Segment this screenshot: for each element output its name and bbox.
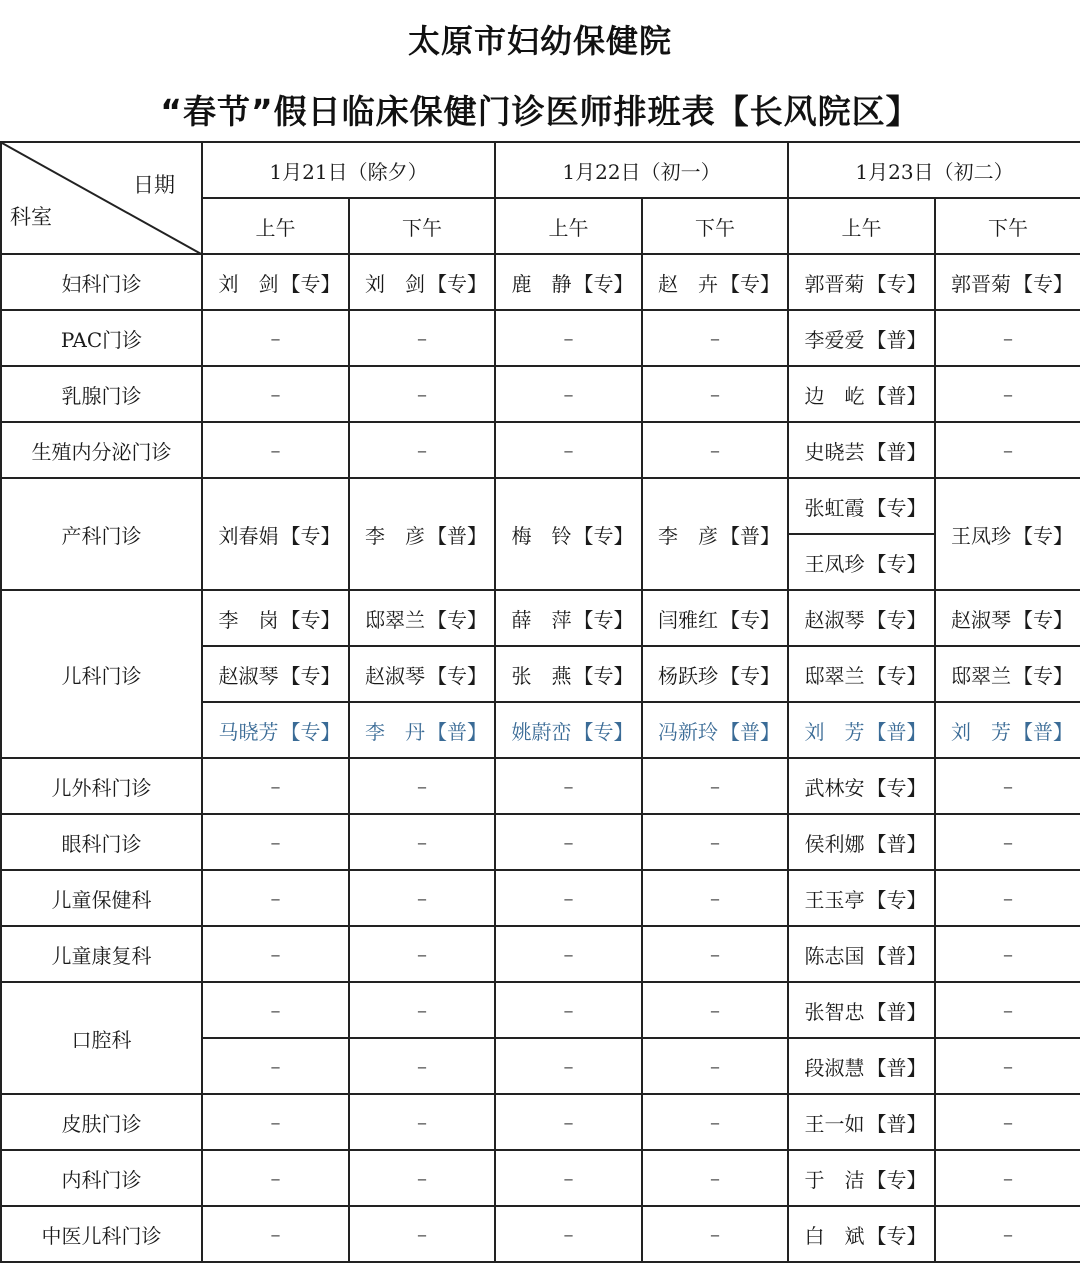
doctor-cell xyxy=(788,1150,935,1206)
doctor-level: 【专】 xyxy=(280,523,341,548)
empty-cell: – xyxy=(935,982,1080,1038)
empty-cell: – xyxy=(202,870,349,926)
dept-axis-label: 科室 xyxy=(10,205,52,229)
dept-name: 内科门诊 xyxy=(1,1150,202,1206)
doctor-level: 【专】 xyxy=(866,607,927,632)
doctor-name: 李 岗 xyxy=(218,607,279,632)
half-day-header: 下午 xyxy=(935,198,1080,254)
doctor-name: 王玉亭 xyxy=(804,887,865,912)
dept-name: 妇科门诊 xyxy=(1,254,202,310)
empty-cell: – xyxy=(202,926,349,982)
doctor-cell xyxy=(788,1094,935,1150)
empty-cell: – xyxy=(642,982,788,1038)
doctor-name: 赵淑琴 xyxy=(804,607,865,632)
empty-cell: – xyxy=(495,310,642,366)
doctor-name: 梅 铃 xyxy=(511,523,572,548)
doctor-level: 【专】 xyxy=(280,663,341,688)
doctor-level: 【专】 xyxy=(280,271,341,296)
empty-cell: – xyxy=(349,870,495,926)
doctor-level: 【专】 xyxy=(427,271,487,296)
doctor-name: 李 彦 xyxy=(658,523,718,548)
doctor-level: 【专】 xyxy=(573,719,634,744)
doctor-cell xyxy=(495,646,642,702)
doctor-cell xyxy=(788,814,935,870)
table-row xyxy=(1,870,1080,926)
empty-cell: – xyxy=(349,758,495,814)
dept-name: 眼科门诊 xyxy=(1,814,202,870)
empty-cell: – xyxy=(642,1094,788,1150)
empty-cell: – xyxy=(495,982,642,1038)
doctor-level: 【专】 xyxy=(427,663,487,688)
doctor-name: 王凤珍 xyxy=(804,551,865,576)
empty-cell: – xyxy=(642,366,788,422)
date-header: 1月21日（除夕） xyxy=(202,142,495,198)
doctor-name: 郭晋菊 xyxy=(951,271,1011,296)
doctor-level: 【普】 xyxy=(720,523,780,548)
empty-cell: – xyxy=(349,814,495,870)
dept-name: PAC门诊 xyxy=(1,310,202,366)
doctor-name: 邸翠兰 xyxy=(804,663,865,688)
empty-cell: – xyxy=(935,422,1080,478)
dept-name: 产科门诊 xyxy=(1,478,202,590)
doctor-cell xyxy=(788,982,935,1038)
doctor-name: 邸翠兰 xyxy=(951,663,1011,688)
empty-cell: – xyxy=(202,814,349,870)
doctor-name: 张 燕 xyxy=(511,663,572,688)
doctor-level: 【普】 xyxy=(866,719,927,744)
doctor-name: 姚蔚峦 xyxy=(511,719,572,744)
empty-cell: – xyxy=(349,926,495,982)
doctor-cell xyxy=(202,478,349,590)
empty-cell: – xyxy=(495,1150,642,1206)
doctor-level: 【专】 xyxy=(1013,663,1073,688)
empty-cell: – xyxy=(935,926,1080,982)
empty-cell: – xyxy=(642,422,788,478)
schedule-title: “春节”假日临床保健门诊医师排班表【长风院区】 xyxy=(160,92,920,131)
doctor-name: 刘 芳 xyxy=(804,719,865,744)
doctor-name: 赵淑琴 xyxy=(951,607,1011,632)
doctor-level: 【专】 xyxy=(720,663,780,688)
doctor-level: 【普】 xyxy=(1013,719,1073,744)
doctor-cell xyxy=(935,478,1080,590)
doctor-name: 于 洁 xyxy=(804,1167,865,1192)
doctor-cell xyxy=(349,702,495,758)
doctor-cell xyxy=(788,758,935,814)
doctor-level: 【专】 xyxy=(280,607,341,632)
date-header: 1月22日（初一） xyxy=(495,142,788,198)
table-row xyxy=(1,758,1080,814)
dept-name: 乳腺门诊 xyxy=(1,366,202,422)
dept-name: 儿科门诊 xyxy=(1,590,202,758)
doctor-level: 【普】 xyxy=(866,1055,927,1080)
doctor-cell xyxy=(642,702,788,758)
empty-cell: – xyxy=(349,310,495,366)
date-axis-label: 日期 xyxy=(133,173,175,197)
doctor-cell xyxy=(788,590,935,646)
doctor-cell xyxy=(788,366,935,422)
doctor-level: 【普】 xyxy=(866,439,927,464)
dept-name: 口腔科 xyxy=(1,982,202,1094)
empty-cell: – xyxy=(202,1094,349,1150)
doctor-name: 史晓芸 xyxy=(804,439,865,464)
doctor-cell xyxy=(935,254,1080,310)
doctor-level: 【专】 xyxy=(573,271,634,296)
doctor-cell xyxy=(788,534,935,590)
doctor-name: 闫雅红 xyxy=(658,607,718,632)
doctor-name: 郭晋菊 xyxy=(804,271,865,296)
doctor-level: 【专】 xyxy=(280,719,341,744)
doctor-cell xyxy=(788,422,935,478)
half-day-header: 上午 xyxy=(202,198,349,254)
doctor-level: 【普】 xyxy=(866,999,927,1024)
half-day-header: 上午 xyxy=(495,198,642,254)
doctor-cell xyxy=(202,702,349,758)
empty-cell: – xyxy=(495,1094,642,1150)
doctor-name: 赵 卉 xyxy=(658,271,718,296)
doctor-name: 薛 萍 xyxy=(511,607,572,632)
doctor-level: 【专】 xyxy=(866,663,927,688)
doctor-cell xyxy=(349,590,495,646)
empty-cell: – xyxy=(495,814,642,870)
empty-cell: – xyxy=(349,422,495,478)
doctor-cell xyxy=(495,702,642,758)
doctor-name: 张智忠 xyxy=(804,999,865,1024)
doctor-cell xyxy=(788,478,935,534)
doctor-name: 杨跃珍 xyxy=(658,663,718,688)
empty-cell: – xyxy=(349,1206,495,1262)
doctor-level: 【专】 xyxy=(720,607,780,632)
doctor-name: 侯利娜 xyxy=(804,831,865,856)
empty-cell: – xyxy=(642,1206,788,1262)
doctor-cell xyxy=(788,926,935,982)
empty-cell: – xyxy=(202,1206,349,1262)
doctor-level: 【专】 xyxy=(866,1167,927,1192)
empty-cell: – xyxy=(495,1206,642,1262)
dept-name: 生殖内分泌门诊 xyxy=(1,422,202,478)
empty-cell: – xyxy=(495,758,642,814)
doctor-cell xyxy=(202,646,349,702)
dept-name: 儿童保健科 xyxy=(1,870,202,926)
empty-cell: – xyxy=(349,366,495,422)
doctor-level: 【专】 xyxy=(866,271,927,296)
doctor-cell xyxy=(935,590,1080,646)
doctor-name: 马晓芳 xyxy=(218,719,279,744)
doctor-cell xyxy=(202,254,349,310)
empty-cell: – xyxy=(495,1038,642,1094)
doctor-cell xyxy=(642,478,788,590)
doctor-cell xyxy=(788,702,935,758)
doctor-level: 【专】 xyxy=(866,495,927,520)
empty-cell: – xyxy=(202,310,349,366)
doctor-cell xyxy=(642,646,788,702)
doctor-cell xyxy=(642,254,788,310)
doctor-level: 【专】 xyxy=(866,551,927,576)
doctor-cell xyxy=(788,646,935,702)
doctor-name: 赵淑琴 xyxy=(218,663,279,688)
doctor-name: 冯新玲 xyxy=(658,719,718,744)
empty-cell: – xyxy=(495,870,642,926)
half-day-header: 下午 xyxy=(349,198,495,254)
doctor-name: 张虹霞 xyxy=(804,495,865,520)
doctor-name: 鹿 静 xyxy=(511,271,572,296)
table-row xyxy=(1,814,1080,870)
doctor-level: 【专】 xyxy=(720,271,780,296)
doctor-level: 【普】 xyxy=(866,1111,927,1136)
doctor-name: 王一如 xyxy=(804,1111,865,1136)
table-row xyxy=(1,982,1080,1038)
doctor-level: 【专】 xyxy=(427,607,487,632)
doctor-cell xyxy=(349,254,495,310)
empty-cell: – xyxy=(495,926,642,982)
doctor-name: 武林安 xyxy=(804,775,865,800)
doctor-name: 刘 芳 xyxy=(951,719,1011,744)
doctor-name: 刘 剑 xyxy=(365,271,425,296)
doctor-name: 边 屹 xyxy=(804,383,865,408)
empty-cell: – xyxy=(349,1038,495,1094)
doctor-level: 【专】 xyxy=(1013,271,1073,296)
empty-cell: – xyxy=(202,758,349,814)
corner-header xyxy=(1,142,202,254)
doctor-name: 李 丹 xyxy=(365,719,425,744)
empty-cell: – xyxy=(349,1150,495,1206)
doctor-cell xyxy=(788,870,935,926)
doctor-name: 邸翠兰 xyxy=(365,607,425,632)
doctor-cell xyxy=(788,1206,935,1262)
doctor-level: 【专】 xyxy=(1013,607,1073,632)
table-row xyxy=(1,422,1080,478)
doctor-name: 白 斌 xyxy=(804,1223,865,1248)
doctor-level: 【专】 xyxy=(866,1223,927,1248)
empty-cell: – xyxy=(349,982,495,1038)
doctor-cell xyxy=(788,1038,935,1094)
table-row xyxy=(1,1206,1080,1262)
doctor-level: 【普】 xyxy=(866,943,927,968)
doctor-cell xyxy=(349,478,495,590)
doctor-level: 【普】 xyxy=(720,719,780,744)
empty-cell: – xyxy=(935,310,1080,366)
doctor-level: 【普】 xyxy=(866,327,927,352)
dept-name: 儿童康复科 xyxy=(1,926,202,982)
half-day-header: 上午 xyxy=(788,198,935,254)
doctor-cell xyxy=(495,590,642,646)
doctor-cell xyxy=(935,646,1080,702)
doctor-cell xyxy=(202,590,349,646)
empty-cell: – xyxy=(202,366,349,422)
empty-cell: – xyxy=(935,814,1080,870)
dept-name: 儿外科门诊 xyxy=(1,758,202,814)
empty-cell: – xyxy=(642,814,788,870)
dept-name: 皮肤门诊 xyxy=(1,1094,202,1150)
schedule-table xyxy=(0,141,1080,1263)
empty-cell: – xyxy=(642,1038,788,1094)
doctor-name: 段淑慧 xyxy=(804,1055,865,1080)
doctor-level: 【专】 xyxy=(866,887,927,912)
doctor-level: 【普】 xyxy=(427,719,487,744)
table-row xyxy=(1,926,1080,982)
doctor-cell xyxy=(788,254,935,310)
doctor-name: 李爱爱 xyxy=(804,327,865,352)
header-row-dates xyxy=(1,142,1080,198)
doctor-name: 王凤珍 xyxy=(951,523,1011,548)
empty-cell: – xyxy=(935,1150,1080,1206)
doctor-level: 【专】 xyxy=(1013,523,1073,548)
empty-cell: – xyxy=(642,758,788,814)
doctor-cell xyxy=(935,702,1080,758)
dept-name: 中医儿科门诊 xyxy=(1,1206,202,1262)
table-row xyxy=(1,1094,1080,1150)
doctor-level: 【专】 xyxy=(866,775,927,800)
empty-cell: – xyxy=(349,1094,495,1150)
doctor-level: 【普】 xyxy=(866,831,927,856)
empty-cell: – xyxy=(935,1206,1080,1262)
doctor-level: 【专】 xyxy=(573,663,634,688)
empty-cell: – xyxy=(935,870,1080,926)
date-header: 1月23日（初二） xyxy=(788,142,1080,198)
doctor-name: 刘 剑 xyxy=(218,271,279,296)
doctor-level: 【专】 xyxy=(573,607,634,632)
table-row xyxy=(1,478,1080,534)
empty-cell: – xyxy=(935,366,1080,422)
hospital-title: 太原市妇幼保健院 xyxy=(407,22,672,60)
empty-cell: – xyxy=(202,1038,349,1094)
empty-cell: – xyxy=(642,870,788,926)
empty-cell: – xyxy=(642,926,788,982)
empty-cell: – xyxy=(935,1038,1080,1094)
empty-cell: – xyxy=(202,422,349,478)
empty-cell: – xyxy=(642,310,788,366)
empty-cell: – xyxy=(202,1150,349,1206)
doctor-level: 【普】 xyxy=(866,383,927,408)
doctor-name: 赵淑琴 xyxy=(365,663,425,688)
doctor-cell xyxy=(788,310,935,366)
doctor-level: 【专】 xyxy=(573,523,634,548)
doctor-cell xyxy=(642,590,788,646)
doctor-name: 李 彦 xyxy=(365,523,425,548)
table-row xyxy=(1,366,1080,422)
doctor-level: 【普】 xyxy=(427,523,487,548)
doctor-name: 刘春娟 xyxy=(218,523,279,548)
empty-cell: – xyxy=(935,1094,1080,1150)
doctor-cell xyxy=(495,254,642,310)
empty-cell: – xyxy=(642,1150,788,1206)
empty-cell: – xyxy=(495,422,642,478)
table-row xyxy=(1,1150,1080,1206)
table-row xyxy=(1,590,1080,646)
doctor-cell xyxy=(495,478,642,590)
empty-cell: – xyxy=(495,366,642,422)
doctor-name: 陈志国 xyxy=(804,943,865,968)
table-row xyxy=(1,254,1080,310)
table-row xyxy=(1,310,1080,366)
half-day-header: 下午 xyxy=(642,198,788,254)
empty-cell: – xyxy=(202,982,349,1038)
doctor-cell xyxy=(349,646,495,702)
empty-cell: – xyxy=(935,758,1080,814)
